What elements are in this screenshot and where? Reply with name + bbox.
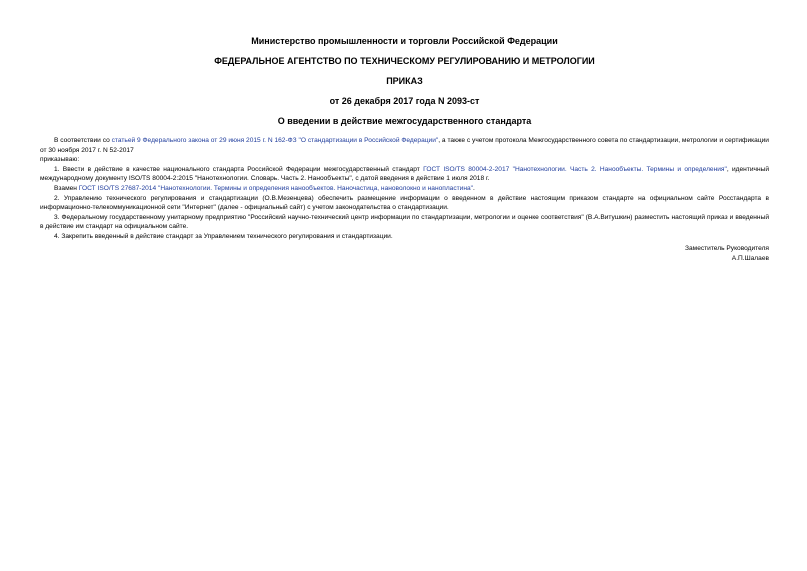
- date-number-heading: от 26 декабря 2017 года N 2093-ст: [329, 96, 480, 106]
- preamble-text-end: , а также с учетом протокола Межгосударственного совета по стандартизации, метрологии и сертификации от 30 ноября 2017 г. N 52-2017: [40, 137, 769, 154]
- signature-position: Заместитель Руководителя: [685, 244, 769, 252]
- item-1-text-start: 1. Ввести в действие в качестве национального стандарта Российской Федерации межгосударственный стандарт: [54, 165, 424, 173]
- document-type-heading: ПРИКАЗ: [386, 76, 423, 86]
- item-1-paragraph: [40, 165, 769, 184]
- signature-block: [40, 244, 769, 264]
- replacement-text-start: Взамен: [54, 184, 79, 192]
- subject-heading: О введении в действие межгосударственного стандарта: [277, 116, 532, 126]
- item-2-paragraph: 2. Управлению технического регулирования и стандартизации (О.В.Мезенцева) обеспечить размещение информации о введенном в действие настоящим приказом стандарте на официальном сайте Росстандарта в информационно-телекоммуникационной сети "Интернет" (далее - официальный сайт) с учетом законодательства о стандартизации.: [40, 194, 769, 212]
- document-body: [40, 136, 769, 242]
- ministry-heading: Министерство промышленности и торговли Российской Федерации: [251, 36, 558, 46]
- item-1-text-end: , идентичный международному документу ISO/TS 80004-2:2015 "Нанотехнологии. Словарь. Часть 2. Нанообъекты", с датой введения в действие 1 июля 2018 г.: [40, 165, 770, 183]
- agency-heading: ФЕДЕРАЛЬНОЕ АГЕНТСТВО ПО ТЕХНИЧЕСКОМУ РЕГУЛИРОВАНИЮ И МЕТРОЛОГИИ: [214, 56, 595, 66]
- gost-27687-link[interactable]: ГОСТ ISO/TS 27687-2014 "Нанотехнологии. Термины и определения нанообъектов. Наночастица, нановолокно и нанопластина": [78, 184, 473, 192]
- preamble-text-start: В соответствии со: [54, 137, 112, 144]
- replacement-text-end: .: [472, 184, 475, 192]
- signature-name: А.П.Шалаев: [731, 254, 769, 262]
- preamble-paragraph: [40, 136, 769, 155]
- item-3-paragraph: 3. Федеральному государственному унитарному предприятию "Российский научно-технический центр информации по стандартизации, метрологии и оценке соответствия" (В.А.Витушкин) разместить настоящий приказ и введенный в действие им стандарт на официальном сайте.: [40, 213, 769, 231]
- replacement-paragraph: [40, 184, 769, 194]
- gost-80004-2-link[interactable]: ГОСТ ISO/TS 80004-2-2017 "Нанотехнологии. Часть 2. Нанообъекты. Термины и определения": [423, 165, 727, 173]
- document-page: [40, 36, 769, 264]
- item-4-paragraph: 4. Закрепить введенный в действие стандарт за Управлением технического регулирования и стандартизации.: [54, 232, 393, 240]
- order-word: приказываю:: [40, 156, 80, 164]
- federal-law-link[interactable]: статьей 9 Федерального закона от 29 июня 2015 г. N 162-ФЗ "О стандартизации в Российской Федерации": [111, 137, 439, 144]
